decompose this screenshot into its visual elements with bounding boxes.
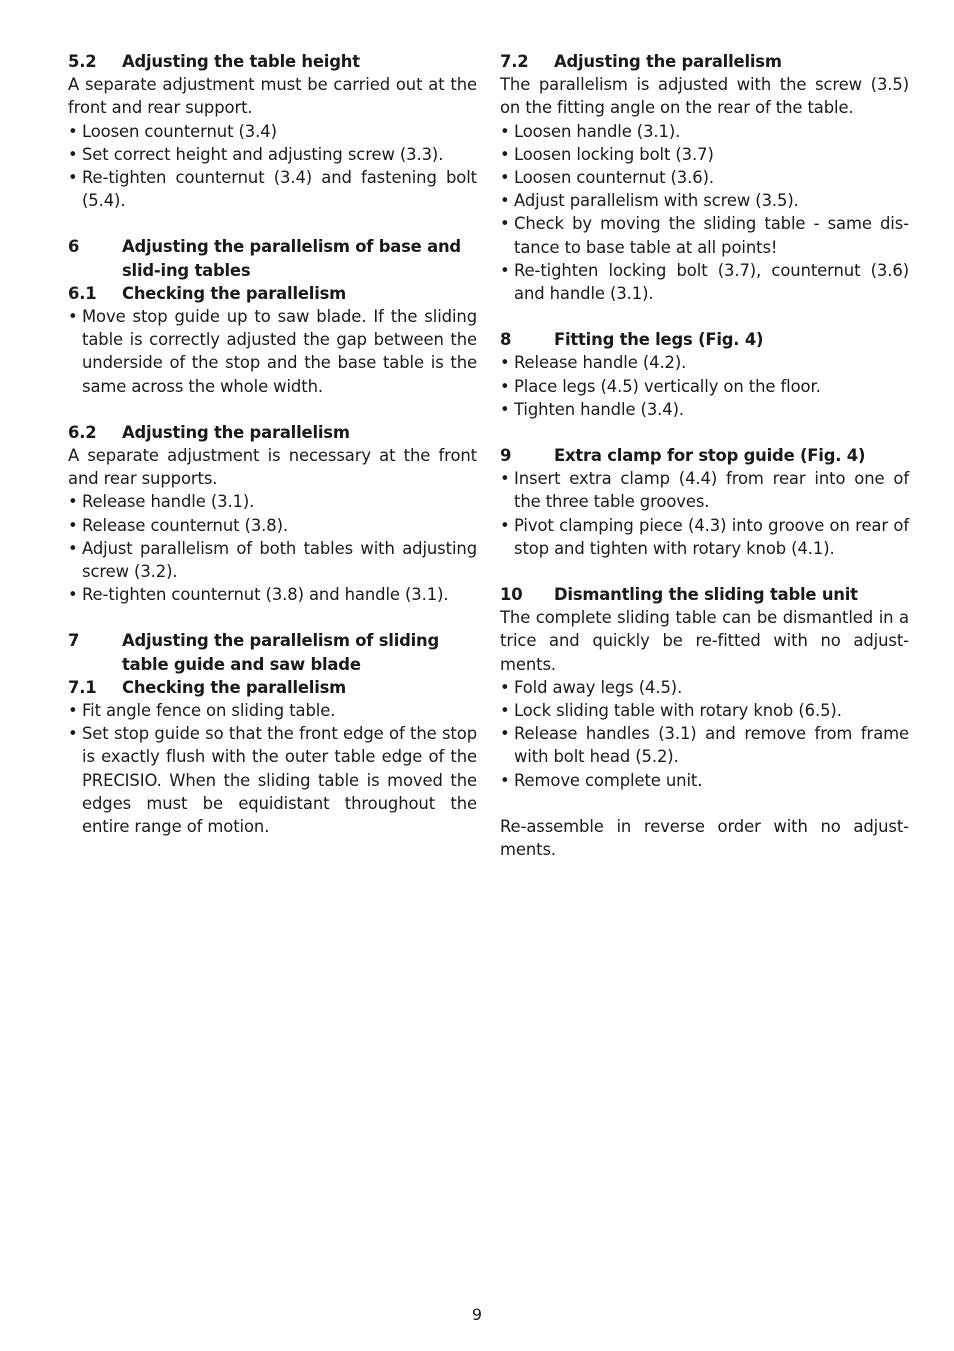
list-item-text: Set stop guide so that the front edge of the stop is exactly flush with the outer table edge of the PRECISIO. When the sliding table is moved the edges must be equidistant throughout the entire range of motion. bbox=[82, 724, 477, 837]
bullet-icon: • bbox=[500, 701, 510, 721]
section-10 bbox=[500, 583, 909, 861]
bullet-icon: • bbox=[68, 585, 78, 605]
bullet-icon: • bbox=[68, 168, 78, 188]
list-item bbox=[500, 398, 909, 421]
section-title: Dismantling the sliding table unit bbox=[554, 585, 858, 605]
section-6 bbox=[68, 235, 477, 397]
section-7-2 bbox=[500, 50, 909, 305]
subsection-title: Checking the parallelism bbox=[122, 677, 347, 697]
list-item bbox=[68, 722, 477, 838]
list-item bbox=[68, 490, 477, 513]
list-item-text: Release handle (4.2). bbox=[514, 353, 687, 373]
list-item bbox=[500, 351, 909, 374]
list-item bbox=[500, 375, 909, 398]
bullet-icon: • bbox=[68, 121, 78, 141]
list-item-text: Loosen counternut (3.4) bbox=[82, 121, 277, 141]
list-item bbox=[500, 166, 909, 189]
list-item bbox=[500, 189, 909, 212]
list-item bbox=[68, 166, 477, 212]
bullet-icon: • bbox=[500, 353, 510, 373]
section-heading bbox=[68, 421, 477, 444]
section-title: Adjusting the parallelism bbox=[122, 422, 350, 442]
list-item bbox=[500, 143, 909, 166]
list-item-text: Adjust parallelism with screw (3.5). bbox=[514, 191, 799, 211]
list-item-text: Lock sliding table with rotary knob (6.5). bbox=[514, 701, 842, 721]
list-item bbox=[500, 467, 909, 513]
bullet-icon: • bbox=[500, 144, 510, 164]
section-heading bbox=[68, 629, 477, 675]
section-heading bbox=[500, 50, 909, 73]
bullet-icon: • bbox=[500, 214, 510, 234]
section-number: 8 bbox=[500, 330, 512, 350]
section-heading bbox=[500, 444, 909, 467]
section-title: Adjusting the parallelism bbox=[554, 52, 782, 71]
section-outro: Re-assemble in reverse order with no adjust-ments. bbox=[500, 816, 909, 860]
bullet-icon: • bbox=[68, 538, 78, 558]
list-item-text: Re-tighten counternut (3.4) and fastening bolt (5.4). bbox=[82, 168, 477, 211]
list-item bbox=[500, 120, 909, 143]
list-item-text: Loosen locking bolt (3.7) bbox=[514, 144, 714, 164]
section-number: 5.2 bbox=[68, 52, 97, 71]
list-item bbox=[68, 583, 477, 606]
section-heading bbox=[68, 235, 477, 281]
subsection-heading bbox=[68, 282, 477, 305]
list-item-text: Fit angle fence on sliding table. bbox=[82, 701, 336, 721]
bullet-icon: • bbox=[68, 724, 78, 744]
section-title: Adjusting the parallelism of base and slid-ing tables bbox=[122, 237, 461, 280]
bullet-icon: • bbox=[500, 770, 510, 790]
bullet-icon: • bbox=[500, 191, 510, 211]
subsection-heading bbox=[68, 676, 477, 699]
section-heading bbox=[500, 328, 909, 351]
list-item-text: Release handle (3.1). bbox=[82, 492, 255, 512]
list-item bbox=[68, 120, 477, 143]
list-item-text: Re-tighten counternut (3.8) and handle (3.1). bbox=[82, 585, 449, 605]
section-number: 6 bbox=[68, 237, 80, 257]
bullet-list bbox=[68, 490, 477, 606]
bullet-list bbox=[68, 120, 477, 213]
bullet-icon: • bbox=[500, 469, 510, 489]
list-item-text: Check by moving the sliding table - same dis-tance to base table at all points! bbox=[514, 214, 909, 257]
subsection-number: 7.1 bbox=[68, 677, 97, 697]
list-item-text: Insert extra clamp (4.4) from rear into one of the three table grooves. bbox=[514, 469, 909, 512]
section-8 bbox=[500, 328, 909, 421]
page-number: 9 bbox=[471, 1305, 483, 1324]
bullet-icon: • bbox=[500, 121, 510, 141]
section-number: 10 bbox=[500, 585, 523, 605]
list-item bbox=[68, 305, 477, 398]
list-item bbox=[500, 514, 909, 560]
list-item bbox=[500, 212, 909, 258]
list-item bbox=[500, 722, 909, 768]
bullet-icon: • bbox=[500, 168, 510, 188]
list-item-text: Release handles (3.1) and remove from frame with bolt head (5.2). bbox=[514, 724, 909, 767]
section-title: Extra clamp for stop guide (Fig. 4) bbox=[554, 446, 866, 466]
bullet-icon: • bbox=[68, 515, 78, 535]
section-heading bbox=[500, 583, 909, 606]
bullet-icon: • bbox=[500, 399, 510, 419]
bullet-icon: • bbox=[68, 492, 78, 512]
section-intro: The parallelism is adjusted with the screw (3.5) on the fitting angle on the rear of the table. bbox=[500, 75, 909, 118]
subsection-number: 6.1 bbox=[68, 283, 97, 303]
bullet-icon: • bbox=[68, 701, 78, 721]
list-item bbox=[68, 143, 477, 166]
list-item-text: Loosen counternut (3.6). bbox=[514, 168, 714, 188]
section-heading bbox=[68, 50, 477, 73]
bullet-list bbox=[68, 305, 477, 398]
bullet-list bbox=[500, 351, 909, 421]
bullet-icon: • bbox=[500, 260, 510, 280]
list-item bbox=[68, 537, 477, 583]
bullet-list bbox=[68, 699, 477, 838]
section-title: Fitting the legs (Fig. 4) bbox=[554, 330, 764, 350]
subsection-title: Checking the parallelism bbox=[122, 283, 347, 303]
section-intro: A separate adjustment must be carried out at the front and rear support. bbox=[68, 75, 477, 118]
section-5-2 bbox=[68, 50, 477, 212]
section-9 bbox=[500, 444, 909, 560]
section-6-2 bbox=[68, 421, 477, 607]
bullet-list bbox=[500, 676, 909, 792]
list-item bbox=[500, 769, 909, 792]
bullet-list bbox=[500, 467, 909, 560]
bullet-icon: • bbox=[68, 307, 78, 327]
list-item-text: Tighten handle (3.4). bbox=[514, 399, 685, 419]
list-item bbox=[68, 699, 477, 722]
bullet-icon: • bbox=[500, 376, 510, 396]
list-item-text: Remove complete unit. bbox=[514, 770, 703, 790]
list-item-text: Move stop guide up to saw blade. If the sliding table is correctly adjusted the gap between the underside of the stop and the base table is the same across the whole width. bbox=[82, 307, 477, 396]
section-7 bbox=[68, 629, 477, 838]
list-item bbox=[68, 514, 477, 537]
list-item-text: Fold away legs (4.5). bbox=[514, 677, 683, 697]
list-item-text: Adjust parallelism of both tables with adjusting screw (3.2). bbox=[82, 538, 477, 582]
bullet-icon: • bbox=[500, 724, 510, 744]
section-number: 7.2 bbox=[500, 52, 529, 71]
bullet-list bbox=[500, 120, 909, 306]
section-title: Adjusting the table height bbox=[122, 52, 360, 71]
list-item-text: Loosen handle (3.1). bbox=[514, 121, 681, 141]
bullet-icon: • bbox=[500, 515, 510, 535]
left-column bbox=[68, 50, 477, 861]
list-item bbox=[500, 676, 909, 699]
list-item-text: Release counternut (3.8). bbox=[82, 515, 289, 535]
list-item bbox=[500, 699, 909, 722]
section-title: Adjusting the parallelism of sliding table guide and saw blade bbox=[122, 631, 440, 674]
section-intro: The complete sliding table can be dismantled in a trice and quickly be re-fitted with no adjust-ments. bbox=[500, 608, 909, 674]
section-number: 7 bbox=[68, 631, 80, 651]
list-item bbox=[500, 259, 909, 305]
list-item-text: Re-tighten locking bolt (3.7), counternut (3.6) and handle (3.1). bbox=[514, 260, 909, 304]
right-column bbox=[500, 50, 909, 884]
bullet-icon: • bbox=[500, 677, 510, 697]
section-number: 6.2 bbox=[68, 422, 97, 442]
section-number: 9 bbox=[500, 446, 512, 466]
bullet-icon: • bbox=[68, 144, 78, 164]
list-item-text: Set correct height and adjusting screw (3.3). bbox=[82, 144, 444, 164]
section-intro: A separate adjustment is necessary at the front and rear supports. bbox=[68, 446, 477, 489]
list-item-text: Pivot clamping piece (4.3) into groove on rear of stop and tighten with rotary knob (4.1). bbox=[514, 515, 909, 558]
list-item-text: Place legs (4.5) vertically on the floor. bbox=[514, 376, 821, 396]
